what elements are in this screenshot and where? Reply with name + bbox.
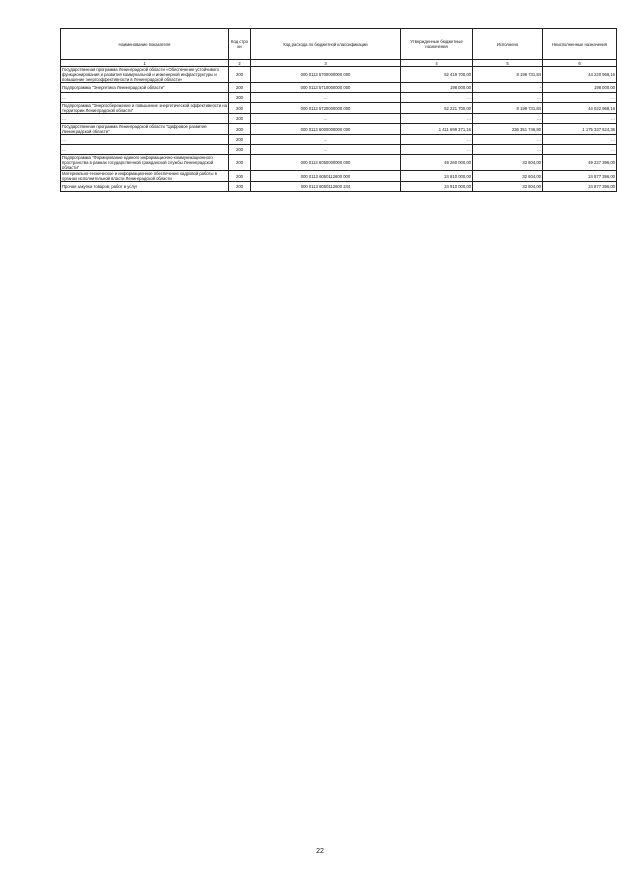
table-cell: … xyxy=(473,93,543,103)
column-number: 3 xyxy=(251,60,401,67)
table-row xyxy=(61,145,617,155)
table-cell: 200 xyxy=(229,114,251,124)
table-row xyxy=(61,182,617,192)
table-row xyxy=(61,67,617,83)
table-cell: 000 0113 6050112600 000 xyxy=(251,171,401,182)
table-cell: … xyxy=(61,135,229,145)
table-cell: 198 000,00 xyxy=(543,83,617,93)
column-number: 6 xyxy=(543,60,617,67)
column-number-row xyxy=(61,60,617,67)
table-cell: … xyxy=(401,135,473,145)
table-cell: 200 xyxy=(229,103,251,114)
table-cell: … xyxy=(251,135,401,145)
table-cell: … xyxy=(473,145,543,155)
table-cell: 000 0113 6000000000 000 xyxy=(251,124,401,135)
table-cell: Подпрограмма "Энергосбережение и повышение энергетической эффективности на территории Ленинградской области" xyxy=(62,103,227,113)
table-cell: … xyxy=(61,145,229,155)
table-cell: 1 175 337 624,36 xyxy=(543,124,617,135)
table-cell: 8 198 731,84 xyxy=(473,67,543,83)
table-cell: 000 0113 6050000000 000 xyxy=(251,155,401,171)
table-cell: … xyxy=(401,145,473,155)
table-row xyxy=(61,93,617,103)
header-cell: Код расхода по бюджетной классификации xyxy=(251,29,401,60)
table-cell: 52 419 700,00 xyxy=(401,67,473,83)
table-cell: … xyxy=(543,114,617,124)
table-cell: 200 xyxy=(229,67,251,83)
table-cell: 44 022 968,16 xyxy=(543,103,617,114)
table-row xyxy=(61,114,617,124)
budget-execution-table xyxy=(60,28,617,192)
column-number: 2 xyxy=(229,60,251,67)
table-cell: … xyxy=(61,93,229,103)
table-cell: 000 0113 5720000000 000 xyxy=(251,103,401,114)
table-cell: 32 604,00 xyxy=(473,182,543,192)
table-cell: 24 910 000,00 xyxy=(401,182,473,192)
table-cell: … xyxy=(401,93,473,103)
table-cell: 24 877 396,00 xyxy=(543,171,617,182)
table-cell: Государственная программа Ленинградской области "Цифровое развитие Ленинградской области" xyxy=(61,124,229,135)
table-cell: 200 xyxy=(229,182,251,192)
table-cell: Государственная программа Ленинградской области «Обеспечение устойчивого функционирования и развития коммунальной и инженерной инфраструктуры и повышение энергоэффективности в Ленинградской области» xyxy=(61,67,229,83)
table-row xyxy=(61,103,617,114)
table-cell: 000 0113 5710000000 000 xyxy=(251,83,401,93)
table-cell: … xyxy=(251,145,401,155)
table-row xyxy=(61,135,617,145)
table-row xyxy=(61,171,617,182)
table-cell: 49 227 396,00 xyxy=(543,155,617,171)
header-row xyxy=(61,29,617,60)
table-cell: 200 xyxy=(229,135,251,145)
table-cell: 000 0113 6050112600 244 xyxy=(251,182,401,192)
table-cell: - xyxy=(473,83,543,93)
header-cell: Исполнено xyxy=(473,29,543,60)
table-row xyxy=(61,83,617,93)
column-number: 4 xyxy=(401,60,473,67)
column-number: 1 xyxy=(61,60,229,67)
table-cell: Подпрограмма "Энергетика Ленинградской области" xyxy=(61,83,229,93)
table-cell: … xyxy=(473,135,543,145)
page-number: 22 xyxy=(316,848,324,855)
table-cell: 200 xyxy=(229,171,251,182)
table-cell: 44 220 968,16 xyxy=(543,67,617,83)
header-cell: Код стро ки xyxy=(229,29,251,60)
table-cell: 200 xyxy=(229,155,251,171)
table-cell: … xyxy=(251,114,401,124)
table-cell: 24 877 396,00 xyxy=(543,182,617,192)
header-cell: Неисполненные назначения xyxy=(543,29,617,60)
header-cell: Наименование показателя xyxy=(61,29,229,60)
table-cell: 200 xyxy=(229,93,251,103)
table-cell: … xyxy=(473,114,543,124)
table-cell: 49 260 000,00 xyxy=(401,155,473,171)
table-cell: Подпрограмма "Формирование единого информационно-коммуникационного пространства в рамках государственной гражданской службы Ленинградской области" xyxy=(61,155,229,171)
table-cell: … xyxy=(251,93,401,103)
table-cell: 200 xyxy=(229,145,251,155)
table-cell: 1 411 699 371,16 xyxy=(401,124,473,135)
table-cell: 200 xyxy=(229,83,251,93)
table-cell: … xyxy=(543,135,617,145)
table-cell: … xyxy=(401,114,473,124)
table-cell: 000 0113 5700000000 000 xyxy=(251,67,401,83)
table-cell: … xyxy=(61,114,229,124)
table-cell: … xyxy=(543,145,617,155)
table-cell: 236 351 746,80 xyxy=(473,124,543,135)
table-cell: 52 221 700,00 xyxy=(401,103,473,114)
table-cell: … xyxy=(543,93,617,103)
table-cell: 198 000,00 xyxy=(401,83,473,93)
table-cell: 200 xyxy=(229,124,251,135)
table-cell: 24 910 000,00 xyxy=(401,171,473,182)
header-cell: Утвержденные бюджетные назначения xyxy=(401,29,473,60)
table-cell: Материально-техническое и информационное обеспечение кадровой работы в органах исполнительной власти Ленинградской области xyxy=(61,171,229,182)
table-row xyxy=(61,155,617,171)
table-cell: 32 604,00 xyxy=(473,155,543,171)
table-row xyxy=(61,124,617,135)
table-cell: Прочая закупка товаров, работ и услуг xyxy=(61,182,229,192)
table-cell: 8 198 731,84 xyxy=(473,103,543,114)
column-number: 5 xyxy=(473,60,543,67)
table-cell: 32 604,00 xyxy=(473,171,543,182)
